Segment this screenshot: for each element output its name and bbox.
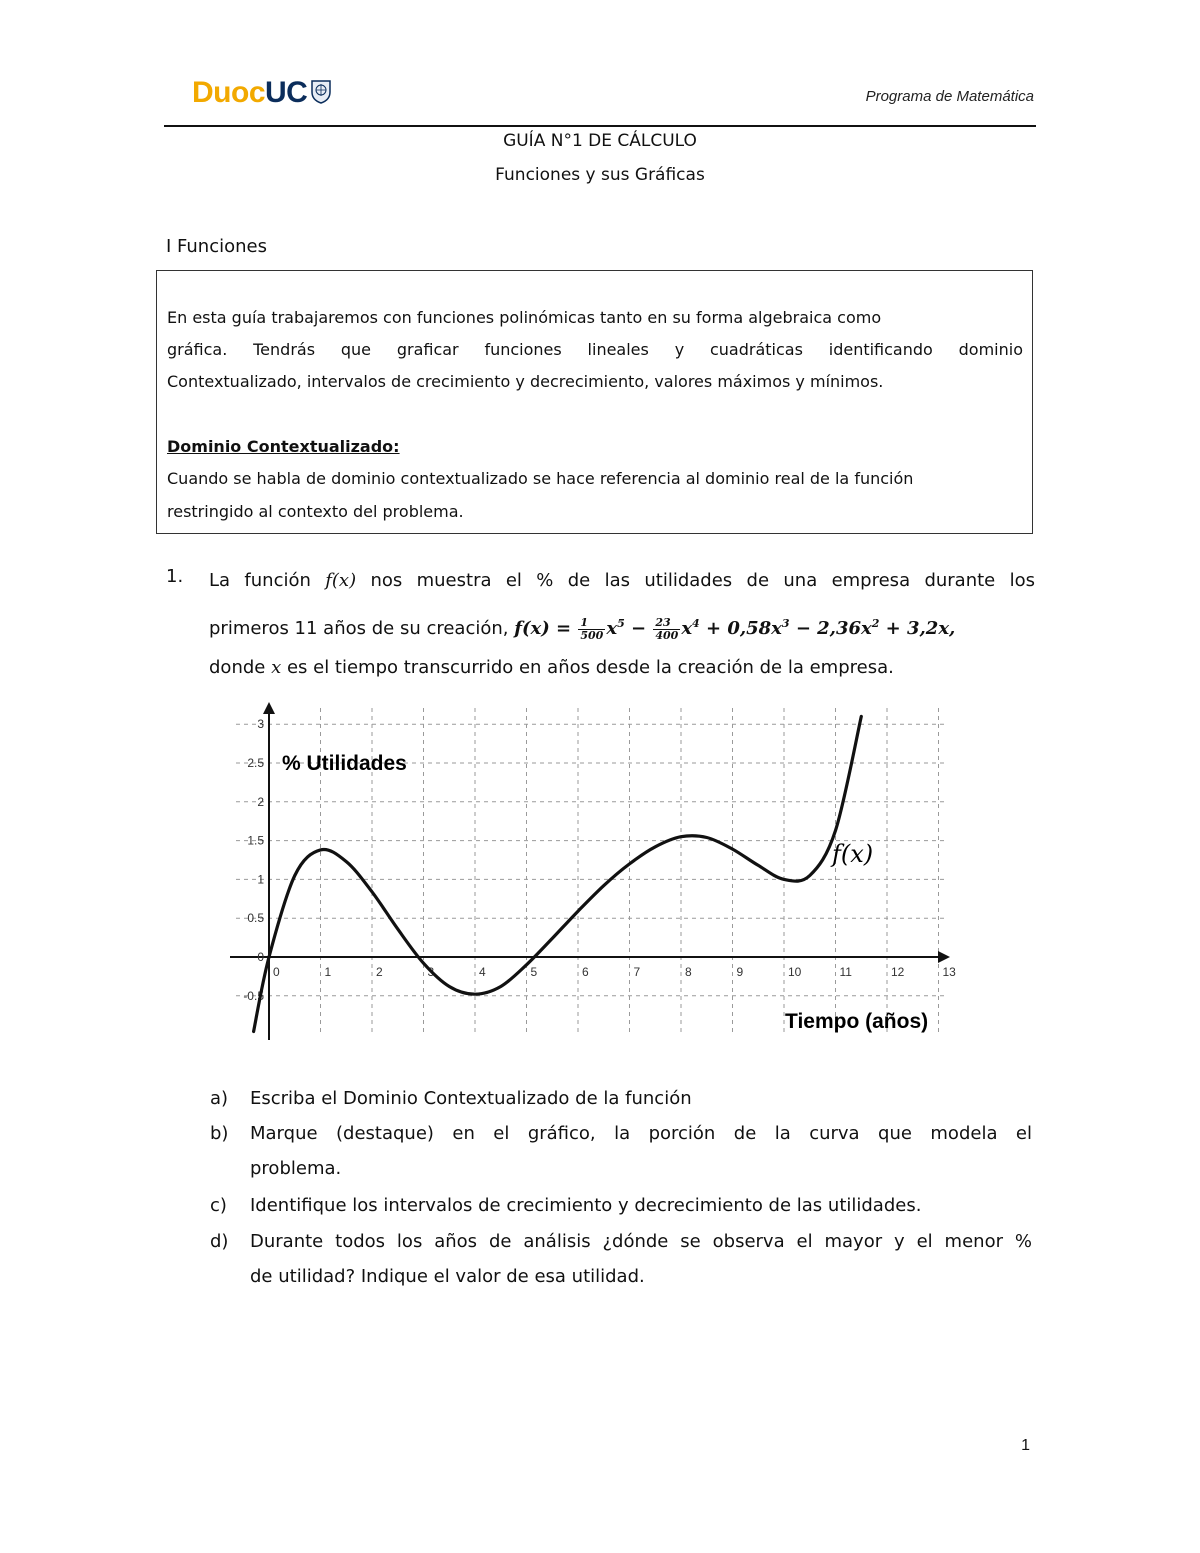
x-tick-label: 6 [582, 965, 589, 979]
x-tick-label: 13 [942, 965, 956, 979]
y-tick-labels [243, 717, 264, 1003]
x-tick-label: 12 [891, 965, 905, 979]
x-tick-label: 9 [736, 965, 744, 979]
dominio-line-1: Cuando se habla de dominio contextualizado se hace referencia al dominio real de la función [167, 469, 914, 488]
logo-duoc-text: Duoc [192, 76, 265, 109]
y-tick-label: 3 [257, 717, 264, 732]
term: + 0,58x [699, 618, 782, 639]
x-tick-label: 2 [376, 965, 383, 979]
question-d [210, 1224, 1032, 1294]
function-symbol: f(x) [325, 570, 357, 591]
problem-line-2 [209, 609, 1035, 644]
duoc-uc-logo [192, 78, 332, 108]
x-tick-label: 8 [685, 965, 692, 979]
term: x [681, 618, 693, 639]
term: + 3,2x, [879, 618, 956, 639]
x-axis-label: Tiempo (años) [785, 1010, 929, 1033]
exponent: 3 [781, 617, 790, 630]
header-divider [164, 125, 1036, 127]
y-tick-label: 1 [257, 872, 264, 887]
term: x [606, 618, 618, 639]
question-text: Marque (destaque) en el gráfico, la porción de la curva que modela el [250, 1123, 1032, 1144]
question-label: c) [210, 1195, 227, 1216]
x-tick-label: 5 [530, 965, 538, 979]
logo-uc-text: UC [265, 76, 308, 109]
utilidades-chart [228, 700, 958, 1042]
y-tick-label: 2 [257, 794, 264, 809]
uc-seal-icon [310, 78, 332, 104]
guide-title: GUÍA N°1 DE CÁLCULO [503, 131, 697, 151]
dominio-title: Dominio Contextualizado: [167, 437, 400, 456]
y-tick-label: 1.5 [247, 833, 264, 848]
fraction-denominator: 500 [580, 628, 604, 642]
intro-line-2: gráfica. Tendrás que graficar funciones lineales y cuadráticas identificando dominio [167, 340, 1023, 359]
y-tick-label: 0 [257, 950, 264, 964]
problem-text: es el tiempo transcurrido en años desde la creación de la empresa. [281, 657, 894, 678]
problem-line-1 [209, 566, 1035, 596]
question-text: problema. [250, 1158, 342, 1179]
problem-text: primeros 11 años de su creación, [209, 618, 515, 639]
section-heading: I Funciones [166, 236, 267, 257]
question-b [210, 1116, 1032, 1186]
x-tick-label: 7 [633, 965, 641, 979]
y-tick-label: 0.5 [247, 911, 264, 926]
fraction-numerator: 23 [653, 617, 680, 630]
question-label: a) [210, 1088, 229, 1109]
exponent: 2 [871, 617, 880, 630]
question-text: Durante todos los años de análisis ¿dónde se observa el mayor y el menor % [250, 1231, 1032, 1252]
y-tick-label: 2.5 [247, 756, 264, 770]
page-number: 1 [1021, 1437, 1030, 1454]
intro-line-1: En esta guía trabajaremos con funciones polinómicas tanto en su forma algebraica como [167, 308, 882, 327]
x-tick-labels [273, 965, 956, 979]
question-text: Escriba el Dominio Contextualizado de la función [250, 1088, 692, 1109]
x-tick-label: 1 [324, 965, 332, 979]
x-tick-label: 10 [788, 965, 802, 979]
question-c [210, 1188, 1032, 1223]
question-text: de utilidad? Indique el valor de esa utilidad. [250, 1266, 645, 1287]
question-label: b) [210, 1123, 229, 1144]
fraction-denominator: 400 [655, 628, 679, 642]
fraction-1 [578, 617, 605, 642]
fraction-numerator: 1 [578, 617, 605, 630]
x-tick-label: 11 [839, 965, 852, 979]
equation [514, 615, 956, 642]
term: − 2,36x [789, 618, 872, 639]
guide-subtitle: Funciones y sus Gráficas [495, 165, 705, 185]
equation-lhs: f(x) = [514, 618, 578, 639]
problem-text: donde [209, 657, 272, 678]
y-tick-label: -0.5 [243, 988, 264, 1003]
question-a [210, 1081, 1032, 1116]
operator: − [624, 618, 653, 639]
y-axis-arrow [263, 702, 275, 714]
x-tick-label: 4 [479, 965, 486, 979]
question-text: Identifique los intervalos de crecimiento y decrecimiento de las utilidades. [250, 1195, 922, 1216]
dominio-line-2: restringido al contexto del problema. [167, 502, 464, 521]
x-tick-label: 0 [273, 965, 280, 979]
program-name: Programa de Matemática [865, 88, 1034, 105]
problem-number: 1. [166, 566, 184, 587]
problem-line-3 [209, 653, 1035, 683]
x-axis-arrow [938, 951, 950, 963]
variable-x: x [271, 657, 282, 678]
question-label: d) [210, 1231, 229, 1252]
problem-text: La función [209, 570, 326, 591]
x-tick-label: 3 [427, 965, 435, 979]
exponent: 4 [692, 617, 700, 630]
fraction-2 [653, 617, 680, 642]
exponent: 5 [617, 617, 625, 630]
problem-text: nos muestra el % de las utilidades de una empresa durante los [356, 570, 1035, 591]
curve-label: f(x) [832, 840, 874, 868]
chart-title: % Utilidades [282, 752, 407, 775]
intro-line-3: Contextualizado, intervalos de crecimiento y decrecimiento, valores máximos y mínimos. [167, 372, 884, 391]
